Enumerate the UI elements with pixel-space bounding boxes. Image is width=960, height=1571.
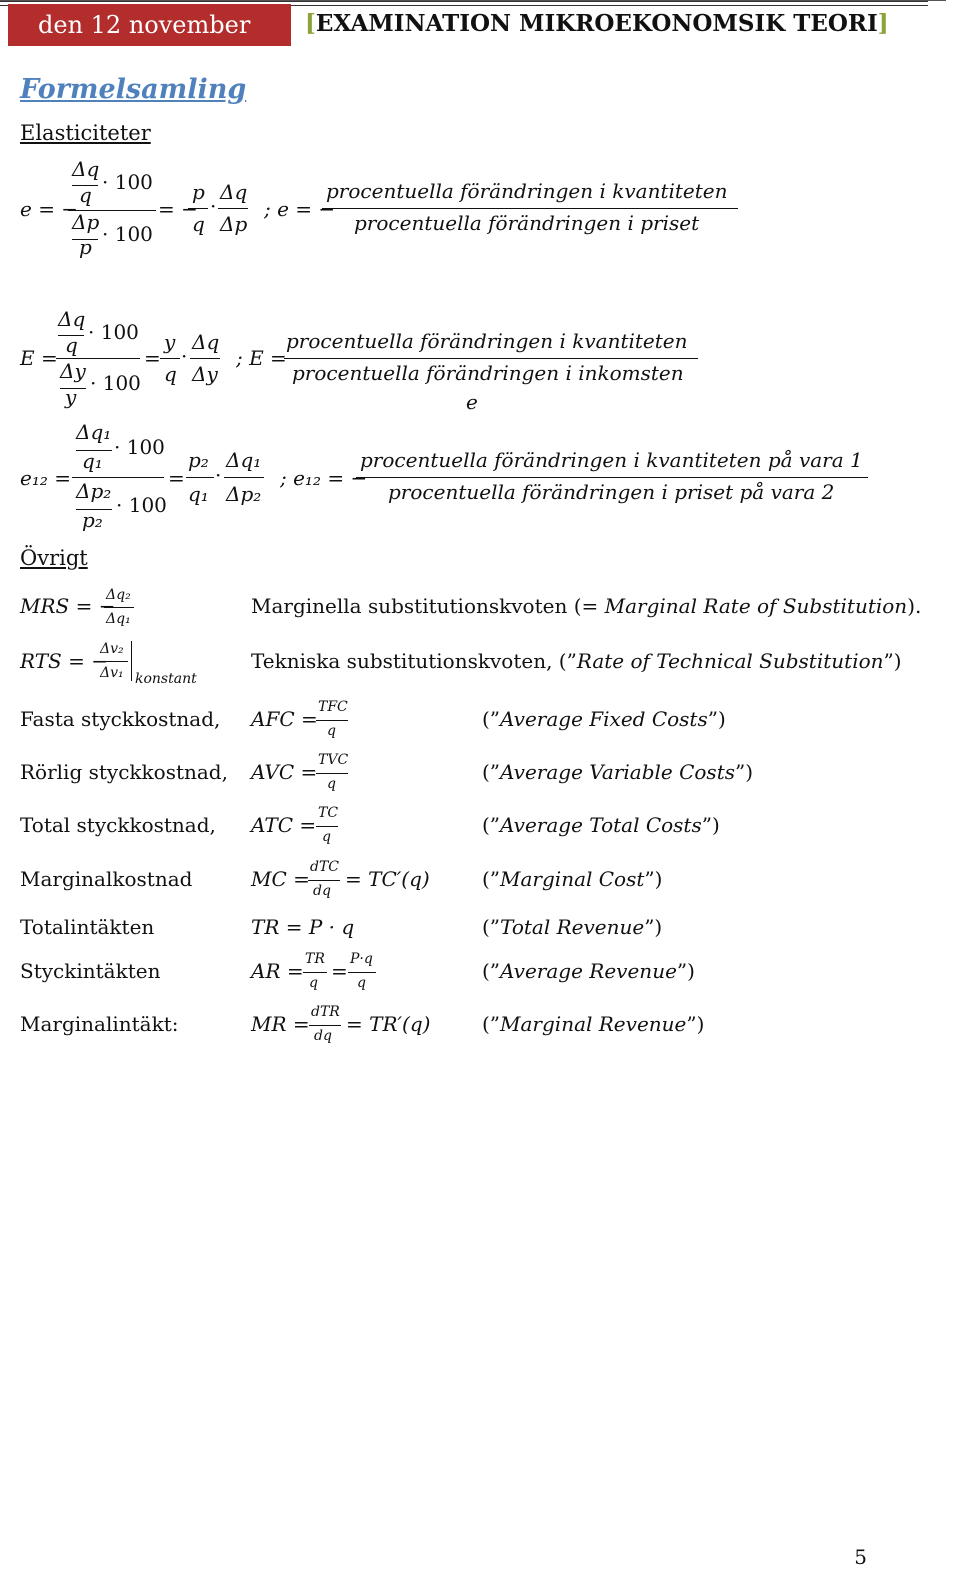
cost-line <box>316 720 348 721</box>
cost-lhs: ATC = <box>251 813 317 837</box>
f2-stray-e: e <box>466 390 478 414</box>
f3-r1-line <box>186 477 214 478</box>
cost-line <box>303 972 327 973</box>
cost-label: Marginalintäkt: <box>20 1012 179 1036</box>
rts-desc-em: Rate of Technical Substitution <box>576 649 884 673</box>
eng-text: Marginal Revenue <box>500 1012 687 1036</box>
f1-word-top: procentuella förändringen i kvantiteten <box>326 179 728 203</box>
cost-lhs: AR = <box>251 959 304 983</box>
mrs-desc-post: ). <box>907 594 922 618</box>
f3-sep: ; e₁₂ = − <box>280 466 368 490</box>
cost-label: Fasta styckkostnad, <box>20 707 221 731</box>
f2-word-top: procentuella förändringen i kvantiteten <box>286 329 688 353</box>
eng-post: ”) <box>701 813 720 837</box>
cost-top: TR <box>305 951 325 967</box>
eng-post: ”) <box>707 707 726 731</box>
f3-word-line <box>356 477 868 478</box>
header-date: den 12 november 2010 <box>8 4 291 46</box>
f1-r2-top: Δq <box>220 180 248 204</box>
f3-num-bot: q₁ <box>82 449 103 473</box>
cost-eng <box>482 915 662 939</box>
mrs-desc-em: Marginal Rate of Substitution <box>604 594 908 618</box>
cost-top: dTC <box>310 859 340 875</box>
f1-den-top: Δp <box>72 210 100 234</box>
cost-lhs: AFC = <box>251 707 318 731</box>
f3-den-bot: p₂ <box>82 508 103 532</box>
f1-r1-bot: q <box>192 212 205 236</box>
mrs-desc <box>251 594 921 618</box>
eng-post: ”) <box>676 959 695 983</box>
f2-word-line <box>284 358 698 359</box>
eng-text: Average Revenue <box>500 959 677 983</box>
eng-pre: (” <box>482 867 501 891</box>
eng-post: ”) <box>735 760 754 784</box>
eng-pre: (” <box>482 813 501 837</box>
cost-line <box>309 1025 341 1026</box>
eng-post: ”) <box>686 1012 705 1036</box>
cost-bot: q <box>327 776 336 792</box>
f2-num-top: Δq <box>58 307 86 331</box>
cost-tail: = TC′(q) <box>345 867 430 891</box>
f1-dot: · <box>210 194 217 218</box>
cost-top: TFC <box>318 699 348 715</box>
f3-eq: = <box>168 466 185 490</box>
rts-sub: konstant <box>135 671 197 687</box>
f1-sep: ; e = − <box>264 197 336 221</box>
f2-word-bot: procentuella förändringen i inkomsten <box>292 361 684 385</box>
cost-lhs: MR = <box>251 1012 310 1036</box>
rts-desc <box>251 649 902 673</box>
subhead-elasticiteter: Elasticiteter <box>20 121 151 145</box>
cost-bot: dq <box>313 883 331 899</box>
rts-desc-pre: Tekniska substitutionskvoten, (” <box>251 649 577 673</box>
f2-num-bot: q <box>65 333 78 357</box>
mrs-lhs: MRS = − <box>20 594 116 618</box>
f3-den-top: Δp₂ <box>76 479 112 503</box>
f2-r1-top: y <box>164 330 176 354</box>
subhead-ovrigt: Övrigt <box>20 546 88 570</box>
f2-r2-bot: Δy <box>192 362 218 386</box>
page-number: 5 <box>854 1545 867 1569</box>
eng-post: ”) <box>644 867 663 891</box>
f3-num-mult: · 100 <box>114 435 165 459</box>
cost-eng <box>482 867 662 891</box>
eng-text: Average Total Costs <box>500 813 702 837</box>
f1-num-mult: · 100 <box>102 170 153 194</box>
f2-r1-bot: q <box>164 362 177 386</box>
rts-top: Δv₂ <box>100 641 124 657</box>
cost-line <box>308 880 340 881</box>
cost-lhs: AVC = <box>251 760 318 784</box>
cost-line <box>316 826 338 827</box>
f2-den-bot: y <box>65 385 77 409</box>
f2-num-mult: · 100 <box>88 320 139 344</box>
eng-text: Average Fixed Costs <box>500 707 708 731</box>
f3-num-top: Δq₁ <box>76 420 112 444</box>
f1-den-bot: p <box>79 235 92 259</box>
f3-r2-top: Δq₁ <box>226 448 262 472</box>
cost-label: Totalintäkten <box>20 915 155 939</box>
f1-eq: = − <box>158 197 198 221</box>
cost-label: Rörlig styckkostnad, <box>20 760 228 784</box>
f2-sep: ; E = <box>236 346 287 370</box>
mrs-line <box>104 607 134 608</box>
cost-eng <box>482 813 720 837</box>
f2-r2-top: Δq <box>192 330 220 354</box>
f1-r1-line <box>188 208 208 209</box>
f3-word-bot: procentuella förändringen i priset på vara 2 <box>388 480 835 504</box>
cost-top: dTR <box>311 1004 340 1020</box>
f3-den-mult: · 100 <box>116 493 167 517</box>
cost-bot: q <box>322 829 331 845</box>
rts-bot: Δv₁ <box>100 665 124 681</box>
eng-pre: (” <box>482 707 501 731</box>
cost-line <box>316 773 348 774</box>
rts-lhs: RTS = − <box>20 649 108 673</box>
cost-line2 <box>348 972 376 973</box>
f1-r1-top: p <box>192 180 205 204</box>
eng-text: Total Revenue <box>500 915 645 939</box>
header-title-text: EXAMINATION MIKROEKONOMSIK TEORI <box>315 10 878 37</box>
f2-dot: · <box>181 344 188 368</box>
cost-top: TC <box>318 805 339 821</box>
cost-label: Styckintäkten <box>20 959 161 983</box>
mrs-bot: Δq₁ <box>106 611 131 627</box>
f1-num-top: Δq <box>72 157 100 181</box>
cost-lhs: TR = P · q <box>251 915 355 939</box>
cost-bot: q <box>309 975 318 991</box>
cost-top: TVC <box>318 752 349 768</box>
f2-lhs: E = <box>20 346 58 370</box>
f1-lhs: e = − <box>20 197 79 221</box>
f1-r2-line <box>218 208 248 209</box>
cost-eng <box>482 760 753 784</box>
eng-pre: (” <box>482 915 501 939</box>
mrs-desc-pre: Marginella substitutionskvoten (= <box>251 594 605 618</box>
f2-eq: = <box>144 346 161 370</box>
f3-dot: · <box>215 463 222 487</box>
rts-line <box>98 661 128 662</box>
f3-lhs: e₁₂ = <box>20 466 71 490</box>
cost-bot2: q <box>357 975 366 991</box>
cost-tail: = <box>331 959 348 983</box>
f3-r1-bot: q₁ <box>188 482 209 506</box>
f1-num-bot: q <box>79 183 92 207</box>
f2-r1-line <box>160 358 180 359</box>
f3-word-top: procentuella förändringen i kvantiteten på vara 1 <box>360 448 863 472</box>
f2-den-top: Δy <box>60 359 86 383</box>
mrs-top: Δq₂ <box>106 587 131 603</box>
f3-r2-line <box>224 477 264 478</box>
eng-text: Average Variable Costs <box>500 760 735 784</box>
eng-pre: (” <box>482 760 501 784</box>
cost-label: Marginalkostnad <box>20 867 193 891</box>
f2-r2-line <box>190 358 220 359</box>
f3-r1-top: p₂ <box>188 448 209 472</box>
cost-bot: q <box>327 723 336 739</box>
cost-lhs: MC = <box>251 867 310 891</box>
rts-eval-bar <box>131 641 132 681</box>
f3-r2-bot: Δp₂ <box>226 482 262 506</box>
f1-den-mult: · 100 <box>102 222 153 246</box>
eng-post: ”) <box>644 915 663 939</box>
cost-bot: dq <box>314 1028 332 1044</box>
f3-main-line <box>72 477 164 478</box>
section-title: Formelsamling <box>20 74 247 105</box>
cost-eng <box>482 707 726 731</box>
f2-den-mult: · 100 <box>90 371 141 395</box>
f1-r2-bot: Δp <box>220 212 248 236</box>
cost-eng <box>482 959 695 983</box>
eng-pre: (” <box>482 1012 501 1036</box>
header-title <box>305 10 889 37</box>
cost-tail: = TR′(q) <box>346 1012 431 1036</box>
eng-pre: (” <box>482 959 501 983</box>
cost-top2: P·q <box>350 951 373 967</box>
bracket-open: [ <box>305 10 316 37</box>
eng-text: Marginal Cost <box>500 867 645 891</box>
f1-word-line <box>322 208 738 209</box>
bracket-close: ] <box>877 10 889 37</box>
cost-label: Total styckkostnad, <box>20 813 216 837</box>
rts-desc-post: ”) <box>883 649 902 673</box>
f1-word-bot: procentuella förändringen i priset <box>354 211 700 235</box>
cost-eng <box>482 1012 704 1036</box>
